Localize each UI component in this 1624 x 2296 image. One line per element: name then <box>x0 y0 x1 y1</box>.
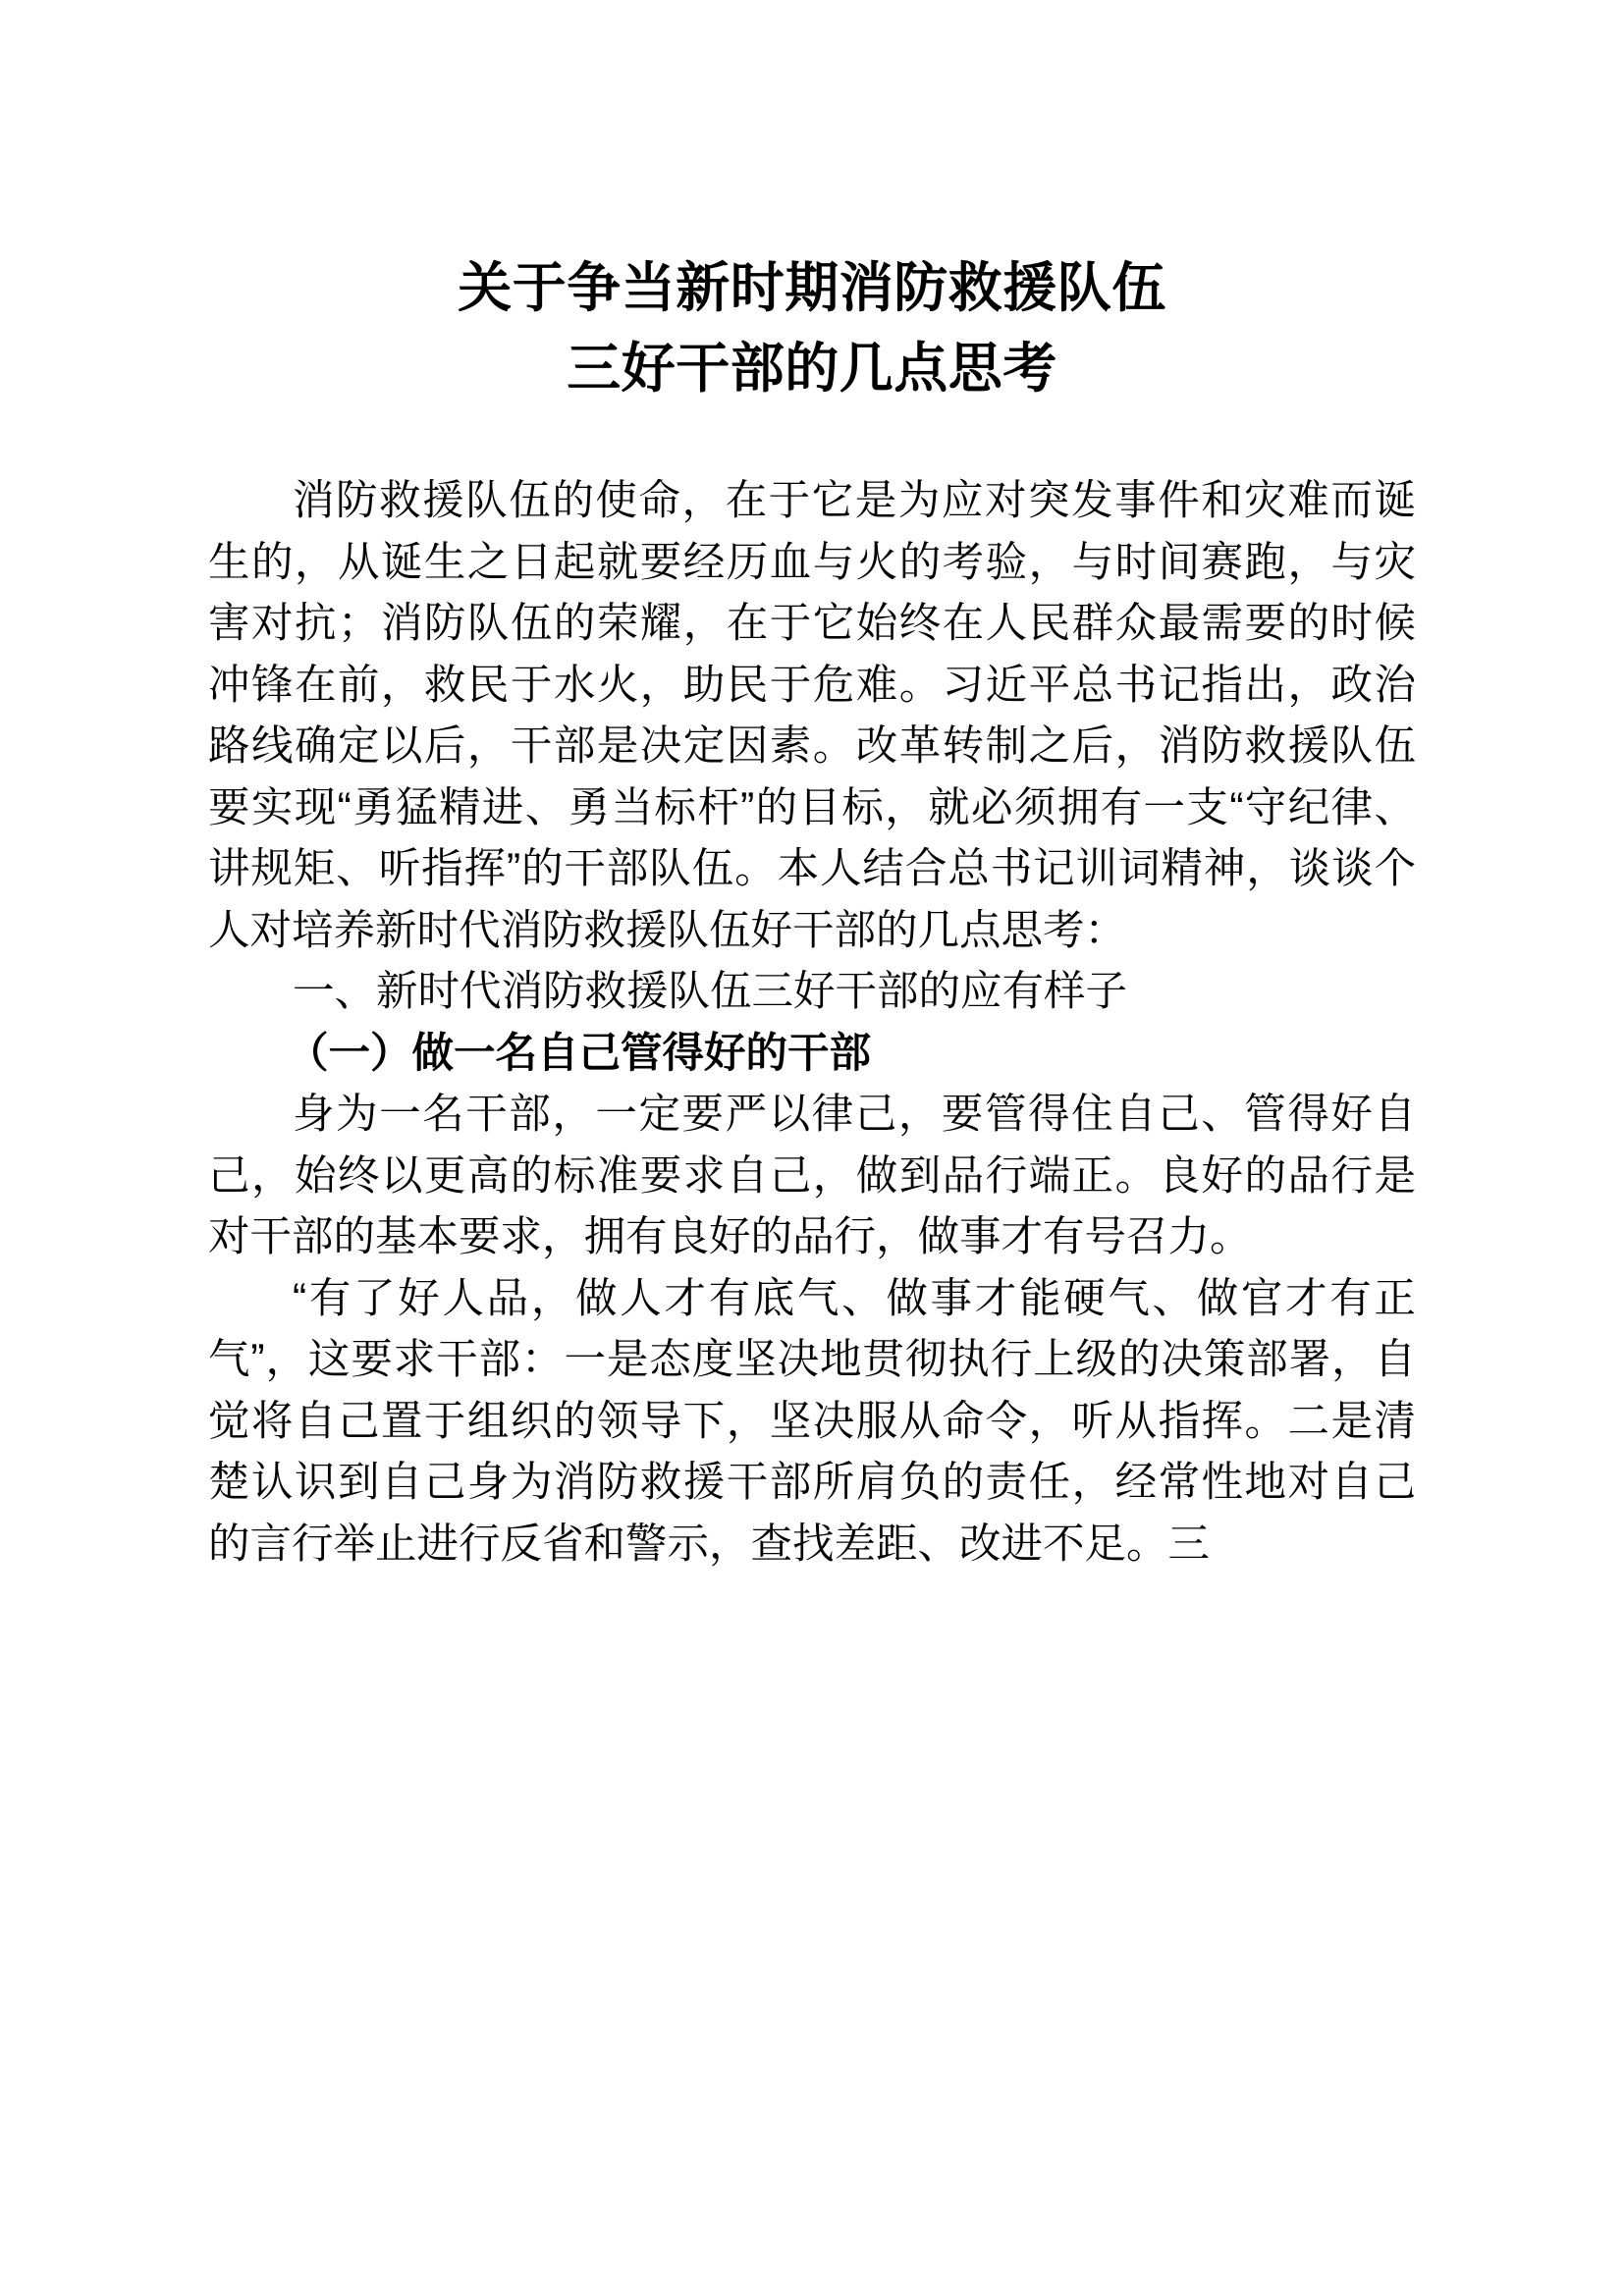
page-title-line-2: 三好干部的几点思考 <box>567 338 1057 399</box>
heading-section-one: 一、新时代消防救援队伍三好干部的应有样子 <box>293 969 1128 1015</box>
paragraph-body-1: 身为一名干部，一定要严以律己，要管得住自己、管得好自己，始终以更高的标准要求自己，做到品行端正。良好的品行是对干部的基本要求，拥有良好的品行，做事才有号召力。 <box>208 1092 1416 1260</box>
page-title <box>208 0 1416 408</box>
page-title-line-1: 关于争当新时期消防救援队伍 <box>458 257 1166 318</box>
paragraph-body-2: “有了好人品，做人才有底气、做事才能硬气、做官才有正气”，这要求干部：一是态度坚决地贯彻执行上级的决策部署，自觉将自己置于组织的领导下，坚决服从命令，听从指挥。二是清楚认识到自己身为消防救援干部所肩负的责任，经常性地对自己的言行举止进行反省和警示，查找差距、改进不足。三 <box>208 1275 1416 1568</box>
heading-subsection-one: （一）做一名自己管得好的干部 <box>287 1030 872 1077</box>
paragraph-intro: 消防救援队伍的使命，在于它是为应对突发事件和灾难而诞生的，从诞生之日起就要经历血与火的考验，与时间赛跑，与灾害对抗；消防队伍的荣耀，在于它始终在人民群众最需要的时候冲锋在前，救民于水火，助民于危难。习近平总书记指出，政治路线确定以后，干部是决定因素。改革转制之后，消防救援队伍要实现“勇猛精进、勇当标杆”的目标，就必须拥有一支“守纪律、讲规矩、听指挥”的干部队伍。本人结合总书记训词精神，谈谈个人对培养新时代消防救援队伍好干部的几点思考： <box>208 478 1416 954</box>
document-body <box>208 0 1416 1575</box>
